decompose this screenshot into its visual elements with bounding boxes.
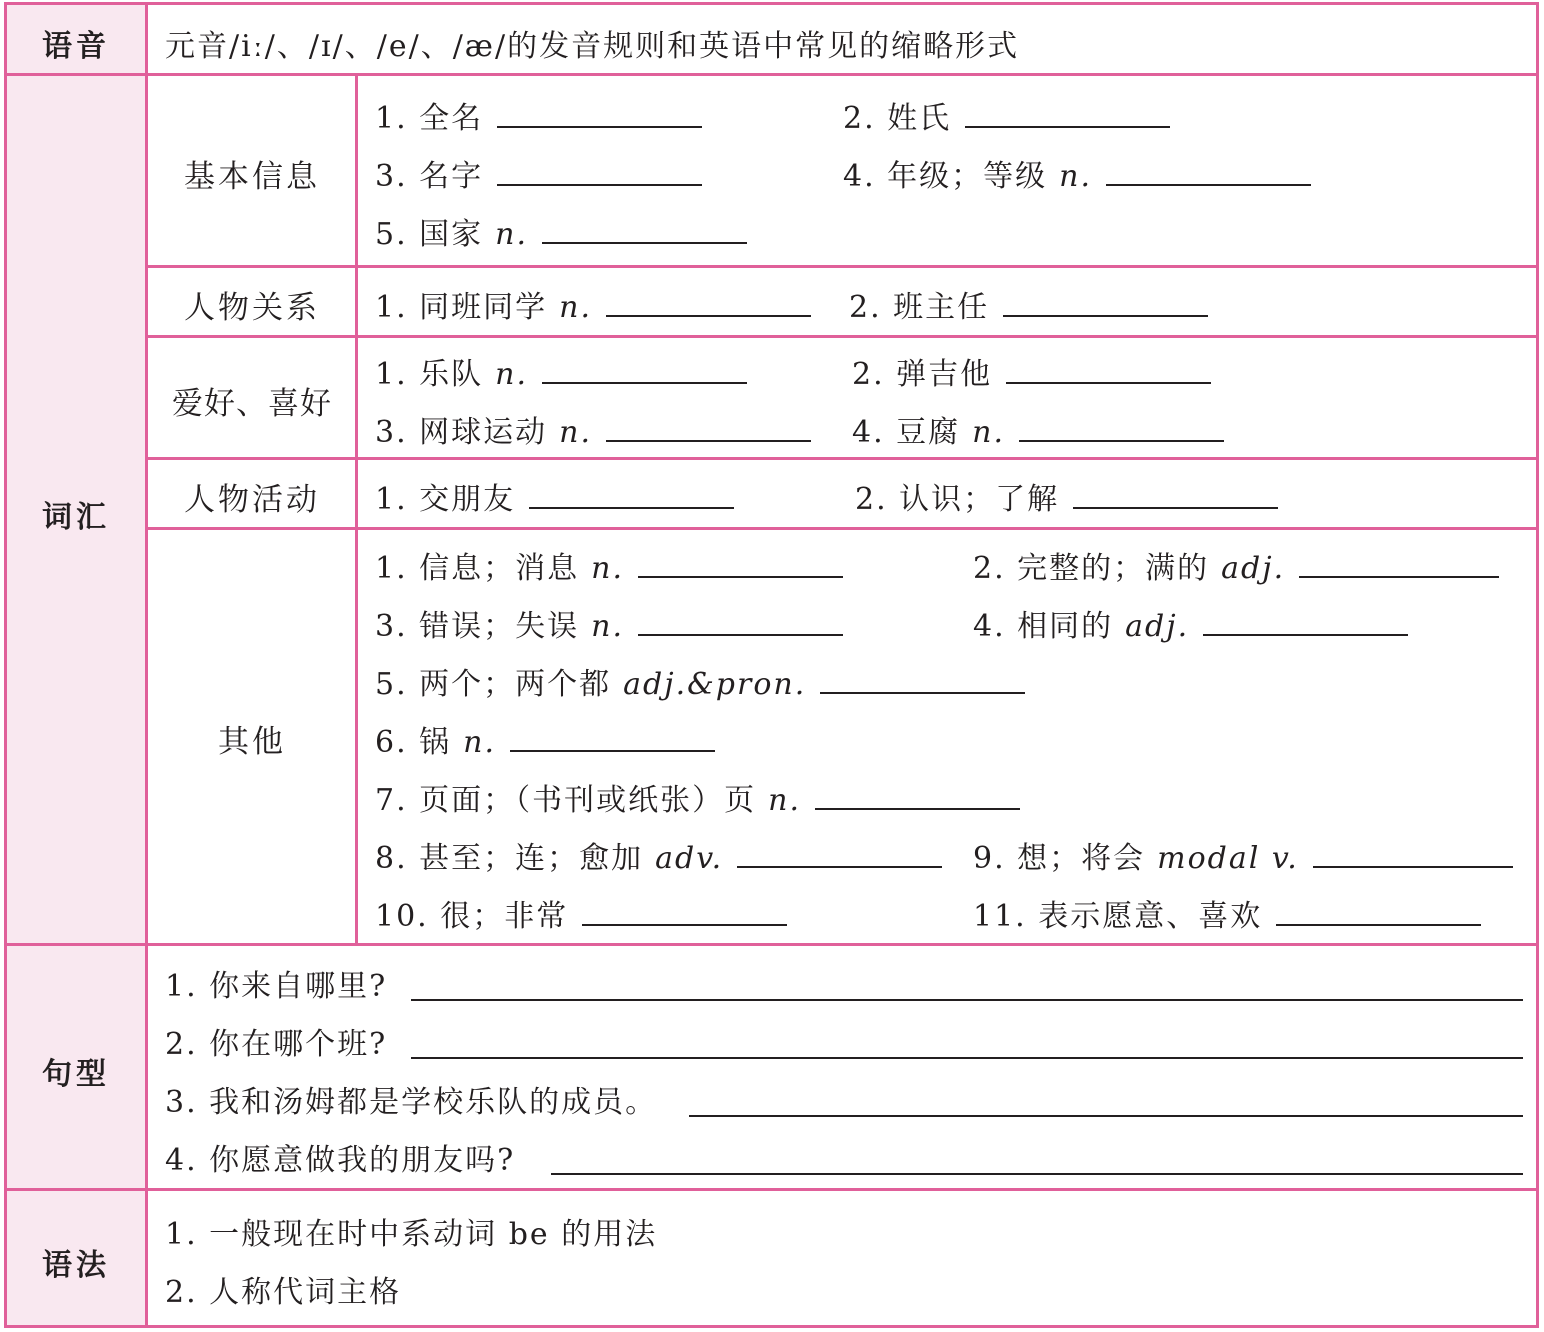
row-divider	[145, 265, 1536, 268]
subcategory-relations: 人物关系	[184, 290, 320, 326]
answer-line[interactable]	[411, 999, 1523, 1001]
vocab-item: 1. 乐队 n.	[375, 349, 747, 393]
answer-blank[interactable]	[1299, 575, 1499, 578]
vocab-item: 1. 全名	[375, 93, 702, 137]
answer-blank[interactable]	[965, 125, 1170, 128]
summary-table	[4, 2, 1539, 1328]
sentence-item: 1. 你来自哪里?	[165, 969, 388, 1004]
answer-blank[interactable]	[638, 575, 843, 578]
vocab-item: 2. 班主任	[849, 282, 1208, 326]
vocab-item: 2. 完整的；满的 adj.	[973, 543, 1499, 587]
answer-blank[interactable]	[510, 749, 715, 752]
answer-blank[interactable]	[582, 923, 787, 926]
category-vocab: 词汇	[42, 500, 110, 535]
answer-blank[interactable]	[1073, 506, 1278, 509]
answer-line[interactable]	[551, 1173, 1523, 1175]
answer-blank[interactable]	[542, 241, 747, 244]
vocab-item: 5. 国家 n.	[375, 209, 747, 253]
vocab-item: 7. 页面；（书刊或纸张）页 n.	[375, 775, 1020, 819]
answer-blank[interactable]	[820, 691, 1025, 694]
vocab-item: 4. 年级；等级 n.	[843, 151, 1311, 195]
answer-blank[interactable]	[1313, 865, 1513, 868]
answer-line[interactable]	[689, 1115, 1523, 1117]
row-divider	[7, 1188, 1536, 1191]
category-grammar: 语法	[42, 1248, 110, 1283]
grammar-item: 1. 一般现在时中系动词 be 的用法	[165, 1217, 658, 1252]
grammar-item: 2. 人称代词主格	[165, 1275, 402, 1310]
category-sentences: 句型	[42, 1057, 110, 1092]
answer-blank[interactable]	[1276, 923, 1481, 926]
vocab-item: 2. 姓氏	[843, 93, 1170, 137]
vocab-item: 10. 很；非常	[375, 891, 787, 935]
column-divider	[145, 5, 148, 1325]
answer-blank[interactable]	[1003, 314, 1208, 317]
row-divider	[145, 335, 1536, 338]
sentence-item: 3. 我和汤姆都是学校乐队的成员。	[165, 1085, 658, 1120]
vocab-item: 11. 表示愿意、喜欢	[973, 891, 1481, 935]
subcategory-other: 其他	[218, 724, 286, 760]
answer-blank[interactable]	[606, 314, 811, 317]
vocab-item: 3. 错误；失误 n.	[375, 601, 843, 645]
category-column-background	[7, 5, 145, 1325]
sentence-item: 2. 你在哪个班?	[165, 1027, 388, 1062]
subcategory-basic-info: 基本信息	[184, 159, 320, 195]
row-divider	[145, 527, 1536, 530]
answer-blank[interactable]	[1006, 381, 1211, 384]
row-divider	[145, 457, 1536, 460]
vocab-item: 2. 弹吉他	[852, 349, 1211, 393]
answer-blank[interactable]	[638, 633, 843, 636]
vocab-item: 3. 网球运动 n.	[375, 407, 811, 451]
category-phonetics: 语音	[42, 29, 110, 64]
subcategory-hobbies: 爱好、喜好	[172, 386, 332, 422]
answer-blank[interactable]	[1019, 439, 1224, 442]
sentence-item: 4. 你愿意做我的朋友吗?	[165, 1143, 516, 1178]
vocab-item: 8. 甚至；连；愈加 adv.	[375, 833, 942, 877]
answer-blank[interactable]	[542, 381, 747, 384]
vocab-item: 6. 锅 n.	[375, 717, 715, 761]
row-divider	[7, 943, 1536, 946]
answer-blank[interactable]	[529, 506, 734, 509]
vocab-item: 4. 相同的 adj.	[973, 601, 1408, 645]
vocab-item: 2. 认识；了解	[855, 474, 1278, 518]
answer-blank[interactable]	[1106, 183, 1311, 186]
vocab-item: 3. 名字	[375, 151, 702, 195]
vocab-item: 5. 两个；两个都 adj.&pron.	[375, 659, 1025, 703]
vocab-item: 9. 想；将会 modal v.	[973, 833, 1513, 877]
answer-blank[interactable]	[815, 807, 1020, 810]
vocab-item: 1. 信息；消息 n.	[375, 543, 843, 587]
answer-blank[interactable]	[1203, 633, 1408, 636]
vocab-item: 1. 交朋友	[375, 474, 734, 518]
answer-blank[interactable]	[497, 183, 702, 186]
vocab-item: 1. 同班同学 n.	[375, 282, 811, 326]
subcategory-activities: 人物活动	[184, 482, 320, 518]
row-divider	[7, 73, 1536, 76]
answer-line[interactable]	[411, 1057, 1523, 1059]
vocab-item: 4. 豆腐 n.	[852, 407, 1224, 451]
phonetics-content: 元音/iː/、/ɪ/、/e/、/æ/的发音规则和英语中常见的缩略形式	[165, 29, 1020, 64]
answer-blank[interactable]	[737, 865, 942, 868]
answer-blank[interactable]	[606, 439, 811, 442]
answer-blank[interactable]	[497, 125, 702, 128]
